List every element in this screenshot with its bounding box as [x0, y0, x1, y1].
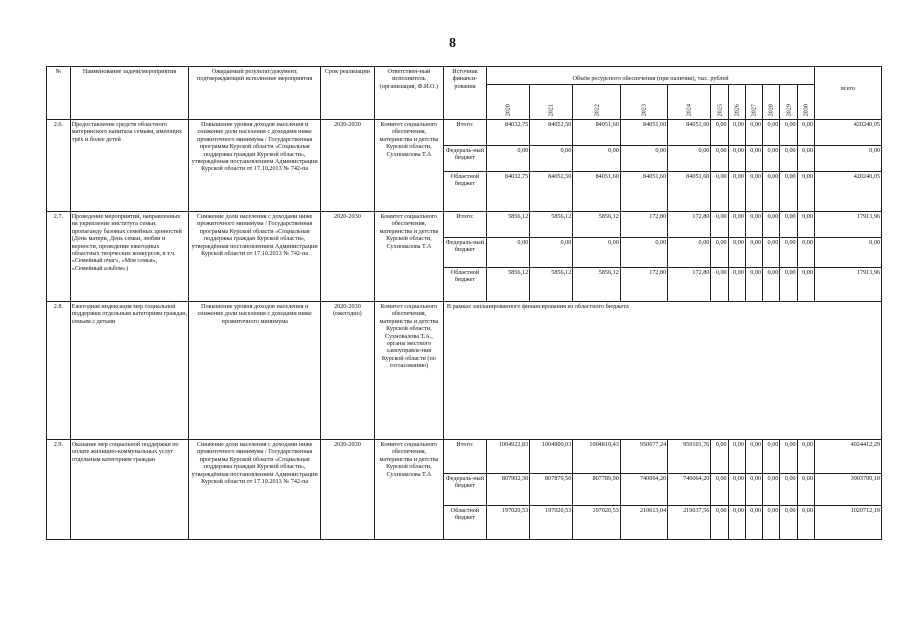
amount-total: 420240,05: [814, 172, 881, 212]
amount-cell: 0,00: [711, 172, 728, 212]
amount-cell: 740064,20: [620, 474, 667, 506]
amount-cell: 1004810,43: [573, 440, 620, 474]
amount-total: 420240,05: [814, 120, 881, 146]
amount-cell: 0,00: [573, 238, 620, 268]
header-year: [487, 85, 530, 120]
amount-cell: 0,00: [728, 238, 745, 268]
measure-result: Повышение уровня доходов населения и снижение доли населения с доходами ниже прожиточного минимума / Государственная программа Курской области «Социальная поддержка граждан Курской области», утверждённая постановлением Администрации Курской области от 17.10.2013 № 742-па: [189, 120, 321, 212]
amount-cell: 0,00: [745, 268, 762, 302]
table-row: [47, 302, 882, 440]
header-year-label: 2026: [733, 103, 741, 116]
page-number: 8: [449, 36, 456, 51]
amount-cell: 0,00: [780, 172, 797, 212]
amount-cell: 0,00: [745, 238, 762, 268]
amount-cell: 0,00: [780, 474, 797, 506]
header-year-label: 2024: [685, 103, 693, 116]
header-year: [530, 85, 573, 120]
row-number: 2.6.: [47, 120, 71, 212]
amount-cell: 0,00: [620, 238, 667, 268]
measure-executor: Комитет социального обеспечения, материнства и детства Курской области, Сухновалова Т.А: [374, 440, 443, 540]
amount-cell: 950677,24: [620, 440, 667, 474]
funding-source: Итого:: [443, 212, 486, 238]
amount-cell: 0,00: [728, 172, 745, 212]
amount-cell: 0,00: [745, 506, 762, 540]
measure-result: Повышение уровня доходов населения и снижение доли населения с доходами ниже прожиточного минимума: [189, 302, 321, 440]
amount-cell: 0,00: [797, 120, 814, 146]
amount-cell: 807879,50: [530, 474, 573, 506]
header-volume: Объём ресурсного обеспечения (при наличии), тыс. рублей: [487, 67, 815, 85]
header-year: [620, 85, 667, 120]
amount-cell: 5856,12: [487, 268, 530, 302]
measure-name: Предоставление средств областного материнского капитала семьям, имеющих трёх и более детей: [70, 120, 189, 212]
header-year: [745, 85, 762, 120]
amount-cell: 84051,60: [573, 120, 620, 146]
amount-cell: 959101,76: [668, 440, 711, 474]
measure-executor: Комитет социального обеспечения, материнства и детства Курской области, Сухновалова Т.А: [374, 212, 443, 302]
amount-cell: 0,00: [763, 268, 780, 302]
amount-cell: 0,00: [728, 440, 745, 474]
amount-cell: 0,00: [711, 120, 728, 146]
amount-cell: 5856,12: [530, 212, 573, 238]
header-year-label: 2029: [785, 103, 793, 116]
amount-cell: 0,00: [745, 120, 762, 146]
amount-cell: 172,80: [620, 212, 667, 238]
amount-cell: 84032,75: [487, 172, 530, 212]
header-year: [711, 85, 728, 120]
amount-cell: 0,00: [711, 474, 728, 506]
amount-cell: 0,00: [728, 474, 745, 506]
amount-cell: 0,00: [780, 146, 797, 172]
funding-source: Федераль-ный бюджет: [443, 238, 486, 268]
amount-cell: 0,00: [711, 146, 728, 172]
header-year-label: 2027: [750, 103, 758, 116]
amount-total: 3903700,10: [814, 474, 881, 506]
amount-cell: 0,00: [745, 474, 762, 506]
amount-cell: 0,00: [745, 146, 762, 172]
funding-source: Областной бюджет: [443, 506, 486, 540]
amount-cell: 0,00: [728, 268, 745, 302]
measure-term: 2020-2030: [320, 120, 374, 212]
amount-total: 17913,96: [814, 268, 881, 302]
amount-cell: 0,00: [763, 238, 780, 268]
amount-cell: 0,00: [763, 120, 780, 146]
amount-cell: 0,00: [668, 238, 711, 268]
amount-cell: 0,00: [728, 506, 745, 540]
amount-cell: 0,00: [573, 146, 620, 172]
amount-cell: 0,00: [711, 268, 728, 302]
measure-name: Оказание мер социальной поддержки по оплате жилищно-коммунальных услуг отдельным категориям граждан: [70, 440, 189, 540]
header-executor: Ответствен-ный исполнитель (организация, Ф.И.О.): [374, 67, 443, 120]
funding-source: Областной бюджет: [443, 268, 486, 302]
measure-name: Проведение мероприятий, направленных на укрепление института семьи, пропаганду базовых семейных ценностей (День матери, День семьи, любви и верности, проведение ежегодных областных творческих конкурсов, в т.ч. «Семейный очаг», «Моя семья», «Семейный альбом»): [70, 212, 189, 302]
amount-cell: 0,00: [728, 146, 745, 172]
row-number: 2.9.: [47, 440, 71, 540]
header-year-label: 2028: [767, 103, 775, 116]
amount-cell: 0,00: [797, 172, 814, 212]
amount-cell: 0,00: [668, 146, 711, 172]
header-total: всего: [814, 67, 881, 120]
header-year: [763, 85, 780, 120]
measure-term: 2020-2030 (ежегодно): [320, 302, 374, 440]
measure-result: Снижение доли населения с доходами ниже прожиточного минимума / Государственная программа Курской области «Социальная поддержка граждан Курской области», утверждённая постановлением Администрации Курской области от 17.10.2013 № 742-па: [189, 212, 321, 302]
header-year: [573, 85, 620, 120]
measure-term: 2020-2030: [320, 212, 374, 302]
amount-cell: 1004922,83: [487, 440, 530, 474]
header-year-label: 2023: [640, 103, 648, 116]
funding-source: Итого:: [443, 440, 486, 474]
amount-cell: 0,00: [728, 212, 745, 238]
amount-total: 17913,96: [814, 212, 881, 238]
amount-total: 0,00: [814, 146, 881, 172]
header-year-label: 2020: [504, 103, 512, 116]
header-year: [780, 85, 797, 120]
amount-cell: 0,00: [763, 474, 780, 506]
header-num: №: [47, 67, 71, 120]
amount-cell: 84051,60: [620, 172, 667, 212]
amount-total: 4924412,29: [814, 440, 881, 474]
amount-cell: 0,00: [530, 238, 573, 268]
amount-cell: 0,00: [711, 212, 728, 238]
header-year: [668, 85, 711, 120]
amount-cell: 0,00: [487, 238, 530, 268]
funding-note: В рамках запланированного финансирования из областного бюджета: [443, 302, 881, 440]
amount-cell: 0,00: [780, 506, 797, 540]
amount-cell: 84051,60: [620, 120, 667, 146]
amount-cell: 0,00: [711, 440, 728, 474]
amount-cell: 84032,75: [487, 120, 530, 146]
header-source: Источник финанси-рования: [443, 67, 486, 120]
header-name: Наименование задачи/мероприятия: [70, 67, 189, 120]
header-year: [797, 85, 814, 120]
header-year: [728, 85, 745, 120]
header-year-label: 2025: [716, 103, 724, 116]
amount-cell: 84051,60: [573, 172, 620, 212]
amount-cell: 5856,12: [530, 268, 573, 302]
amount-cell: 219037,56: [668, 506, 711, 540]
amount-cell: 172,80: [668, 212, 711, 238]
measure-executor: Комитет социального обеспечения, материнства и детства Курской области, Сухновалова Т.А: [374, 120, 443, 212]
amount-cell: 0,00: [797, 238, 814, 268]
amount-cell: 807902,30: [487, 474, 530, 506]
row-number: 2.8.: [47, 302, 71, 440]
amount-cell: 0,00: [780, 120, 797, 146]
amount-cell: 0,00: [763, 212, 780, 238]
amount-cell: 0,00: [797, 474, 814, 506]
header-row: [47, 67, 882, 85]
resource-table: [46, 66, 882, 540]
funding-source: Областной бюджет: [443, 172, 486, 212]
header-year-label: 2021: [547, 103, 555, 116]
measure-name: Ежегодная индексация мер социальной поддержки отдельным категориям граждан, семьям с детьми: [70, 302, 189, 440]
header-year-label: 2030: [802, 103, 810, 116]
amount-cell: 172,80: [668, 268, 711, 302]
amount-cell: 84051,60: [668, 120, 711, 146]
amount-cell: 0,00: [763, 440, 780, 474]
amount-cell: 210613,04: [620, 506, 667, 540]
amount-cell: 0,00: [745, 212, 762, 238]
table-row: [47, 440, 882, 474]
amount-cell: 0,00: [763, 146, 780, 172]
amount-cell: 84052,50: [530, 172, 573, 212]
amount-cell: 0,00: [763, 172, 780, 212]
amount-cell: 0,00: [745, 172, 762, 212]
amount-cell: 0,00: [780, 212, 797, 238]
row-number: 2.7.: [47, 212, 71, 302]
amount-cell: 0,00: [711, 506, 728, 540]
amount-cell: 84052,50: [530, 120, 573, 146]
measure-executor: Комитет социального обеспечения, материнства и детства Курской области, Сухновалова Т.А., органы местного самоуправле-ния Курской области (по согласованию): [374, 302, 443, 440]
amount-cell: 5856,12: [487, 212, 530, 238]
amount-cell: 0,00: [745, 440, 762, 474]
amount-cell: 197020,53: [530, 506, 573, 540]
funding-source: Федераль-ный бюджет: [443, 146, 486, 172]
amount-total: 0,00: [814, 238, 881, 268]
funding-source: Федераль-ный бюджет: [443, 474, 486, 506]
amount-total: 1020712,19: [814, 506, 881, 540]
amount-cell: 1004900,03: [530, 440, 573, 474]
amount-cell: 0,00: [763, 506, 780, 540]
header-year-label: 2022: [593, 103, 601, 116]
amount-cell: 0,00: [797, 506, 814, 540]
amount-cell: 0,00: [530, 146, 573, 172]
header-term: Срок реализации: [320, 67, 374, 120]
amount-cell: 197020,53: [487, 506, 530, 540]
amount-cell: 740064,20: [668, 474, 711, 506]
amount-cell: 5856,12: [573, 268, 620, 302]
table-row: [47, 120, 882, 146]
amount-cell: 0,00: [797, 212, 814, 238]
table-row: [47, 212, 882, 238]
amount-cell: 0,00: [487, 146, 530, 172]
measure-term: 2020-2030: [320, 440, 374, 540]
amount-cell: 807789,90: [573, 474, 620, 506]
amount-cell: 0,00: [797, 440, 814, 474]
amount-cell: 0,00: [780, 440, 797, 474]
amount-cell: 84051,60: [668, 172, 711, 212]
amount-cell: 172,80: [620, 268, 667, 302]
amount-cell: 0,00: [797, 146, 814, 172]
header-result: Ожидаемый результат/документ, подтверждающий исполнение мероприятия: [189, 67, 321, 120]
measure-result: Снижение доли населения с доходами ниже прожиточного минимума / Государственная программа Курской области «Социальная поддержка граждан Курской области», утверждённая постановлением Администрации Курской области от 17.10.2013 № 742-па: [189, 440, 321, 540]
amount-cell: 0,00: [728, 120, 745, 146]
amount-cell: 0,00: [780, 238, 797, 268]
amount-cell: 0,00: [780, 268, 797, 302]
funding-source: Итого:: [443, 120, 486, 146]
amount-cell: 197020,53: [573, 506, 620, 540]
amount-cell: 5856,12: [573, 212, 620, 238]
amount-cell: 0,00: [797, 268, 814, 302]
amount-cell: 0,00: [711, 238, 728, 268]
amount-cell: 0,00: [620, 146, 667, 172]
